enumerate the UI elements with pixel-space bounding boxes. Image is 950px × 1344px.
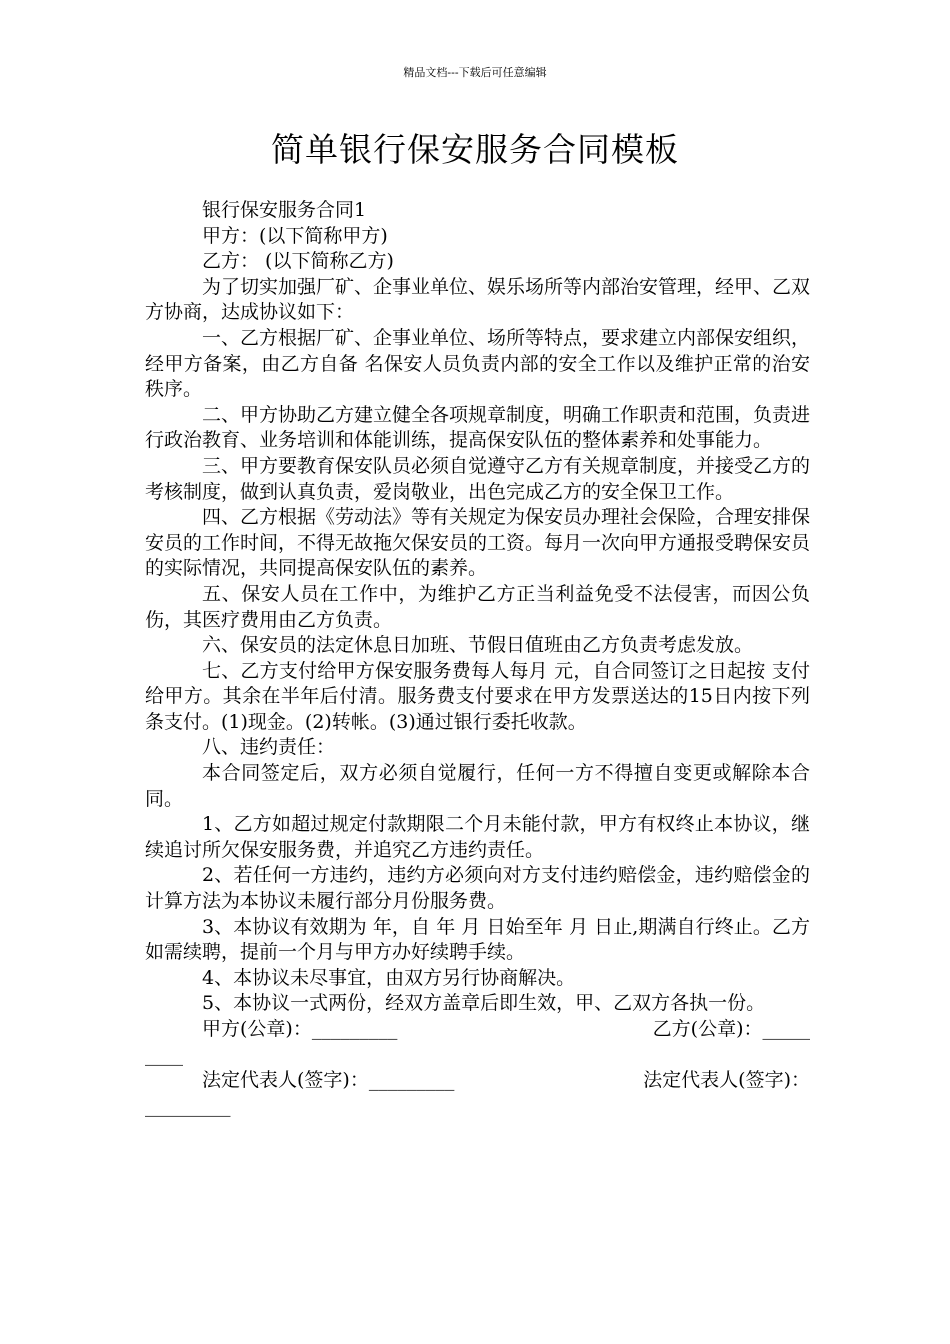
clause-7: 七、乙方支付给甲方保安服务费每人每月 元，自合同签订之日起按 支付给甲方。其余在半年后付清。服务费支付要求在甲方发票送达的15日内按下列条支付。(1)现金。(2)转帐。(3)通过银行委托收款。 — [145, 659, 810, 733]
clause-8-heading: 八、违约责任： — [202, 736, 336, 759]
breach-general: 本合同签定后，双方必须自觉履行，任何一方不得擅自变更或解除本合同。 — [145, 762, 810, 810]
breach-item-4: 4、本协议未尽事宜，由双方另行协商解决。 — [202, 966, 576, 989]
clause-4: 四、乙方根据《劳动法》等有关规定为保安员办理社会保险，合理安排保安员的工作时间，不得无故拖欠保安员的工资。每月一次向甲方通报受聘保安员的实际情况，共同提高保安队伍的素养。 — [145, 506, 811, 580]
party-a-line: 甲方：(以下简称甲方) — [202, 224, 388, 247]
contract-body — [145, 198, 810, 1119]
breach-item-3: 3、本协议有效期为 年，自 年 月 日始至年 月 日止,期满自行终止。乙方如需续聘，提前一个月与甲方办好续聘手续。 — [145, 915, 810, 964]
clause-3: 三、甲方要教育保安队员必须自觉遵守乙方有关规章制度，并接受乙方的考核制度，做到认真负责，爱岗敬业，出色完成乙方的安全保卫工作。 — [145, 454, 811, 503]
party-a-representative: 法定代表人(签字)：_________ — [202, 1069, 455, 1092]
clause-5: 五、保安人员在工作中，为维护乙方正当利益免受不法侵害，而因公负伤，其医疗费用由乙方负责。 — [145, 582, 810, 631]
document-title: 简单银行保安服务合同模板 — [271, 130, 679, 169]
clause-2: 二、甲方协助乙方建立健全各项规章制度，明确工作职责和范围，负责进行政治教育、业务培训和体能训练，提高保安队伍的整体素养和处事能力。 — [145, 403, 811, 452]
party-a-seal: 甲方(公章)：_________ — [202, 1018, 398, 1040]
party-b-representative: 法定代表人(签字)： — [643, 1069, 810, 1092]
breach-item-1: 1、乙方如超过规定付款期限二个月未能付款，甲方有权终止本协议，继续追讨所欠保安服务费，并追究乙方违约责任。 — [145, 813, 810, 861]
preamble-paragraph: 为了切实加强厂矿、企事业单位、娱乐场所等内部治安管理，经甲、乙双方协商，达成协议如下： — [145, 275, 811, 324]
clause-6: 六、保安员的法定休息日加班、节假日值班由乙方负责考虑发放。 — [202, 634, 754, 657]
party-b-seal: 乙方(公章)：_____ — [652, 1018, 810, 1040]
breach-item-2: 2、若任何一方违约，违约方必须向对方支付违约赔偿金，违约赔偿金的计算方法为本协议未履行部分月份服务费。 — [145, 864, 810, 913]
breach-item-5: 5、本协议一式两份，经双方盖章后即生效，甲、乙双方各执一份。 — [202, 992, 766, 1015]
party-b-representative-tail: _________ — [145, 1094, 231, 1117]
contract-subtitle: 银行保安服务合同1 — [202, 199, 367, 221]
header-note: 精品文档---下载后可任意编辑 — [403, 66, 547, 79]
representative-row — [145, 1068, 810, 1094]
party-b-seal-tail: ____ — [145, 1043, 183, 1066]
seal-row — [145, 1017, 810, 1043]
party-b-line: 乙方： (以下简称乙方) — [202, 250, 394, 273]
clause-1: 一、乙方根据厂矿、企事业单位、场所等特点，要求建立内部保安组织，经甲方备案，由乙方自备 名保安人员负责内部的安全工作以及维护正常的治安秩序。 — [145, 326, 811, 401]
